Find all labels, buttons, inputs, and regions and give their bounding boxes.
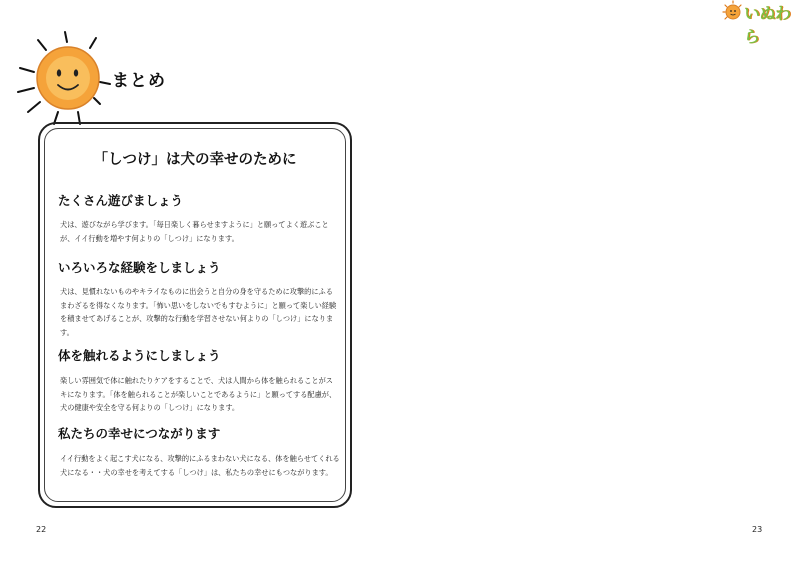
section-body-play: 犬は、遊びながら学びます。「毎日楽しく暮らせますように」と願ってよく遊ぶことが、イイ行動を増やす何よりの「しつけ」になります。 [60,220,329,243]
card-heading: 「しつけ」は犬の幸せのために [93,152,297,168]
section-heading-experience: いろいろな経験をしましょう [58,260,221,275]
page-number-left: 22 [36,525,47,534]
section-body-experience: 犬は、見慣れないものやキライなものに出会うと自分の身を守るために攻撃的にふるまわざるを得なくなります。「怖い思いをしないでもすむように」と願って楽しい経験を積ませてあげることが、攻撃的な行動を学習させない何よりの「しつけ」になります。 [60,287,337,337]
page-number-right: 23 [752,525,763,534]
section-heading-happiness: 私たちの幸せにつながります [58,426,221,441]
section-body-touch: 楽しい雰囲気で体に触れたりケアをすることで、犬は人間から体を触られることがスキになります。「体を触られることが楽しいことであるように」と願ってする配慮が、犬の健康や安全を守る何よりの「しつけ」になります。 [60,376,337,412]
section-title: まとめ [112,71,166,91]
brand-logo-text: いぬわら [744,4,791,46]
section-heading-play: たくさん遊びましょう [58,193,184,208]
section-body-happiness: イイ行動をよく起こす犬になる、攻撃的にふるまわない犬になる、体を触らせてくれる犬になる・・犬の幸せを考えてする「しつけ」は、私たちの幸せにもつながります。 [60,454,340,477]
section-heading-touch: 体を触れるようにしましょう [58,348,221,363]
sun-mascot-icon [14,28,124,128]
